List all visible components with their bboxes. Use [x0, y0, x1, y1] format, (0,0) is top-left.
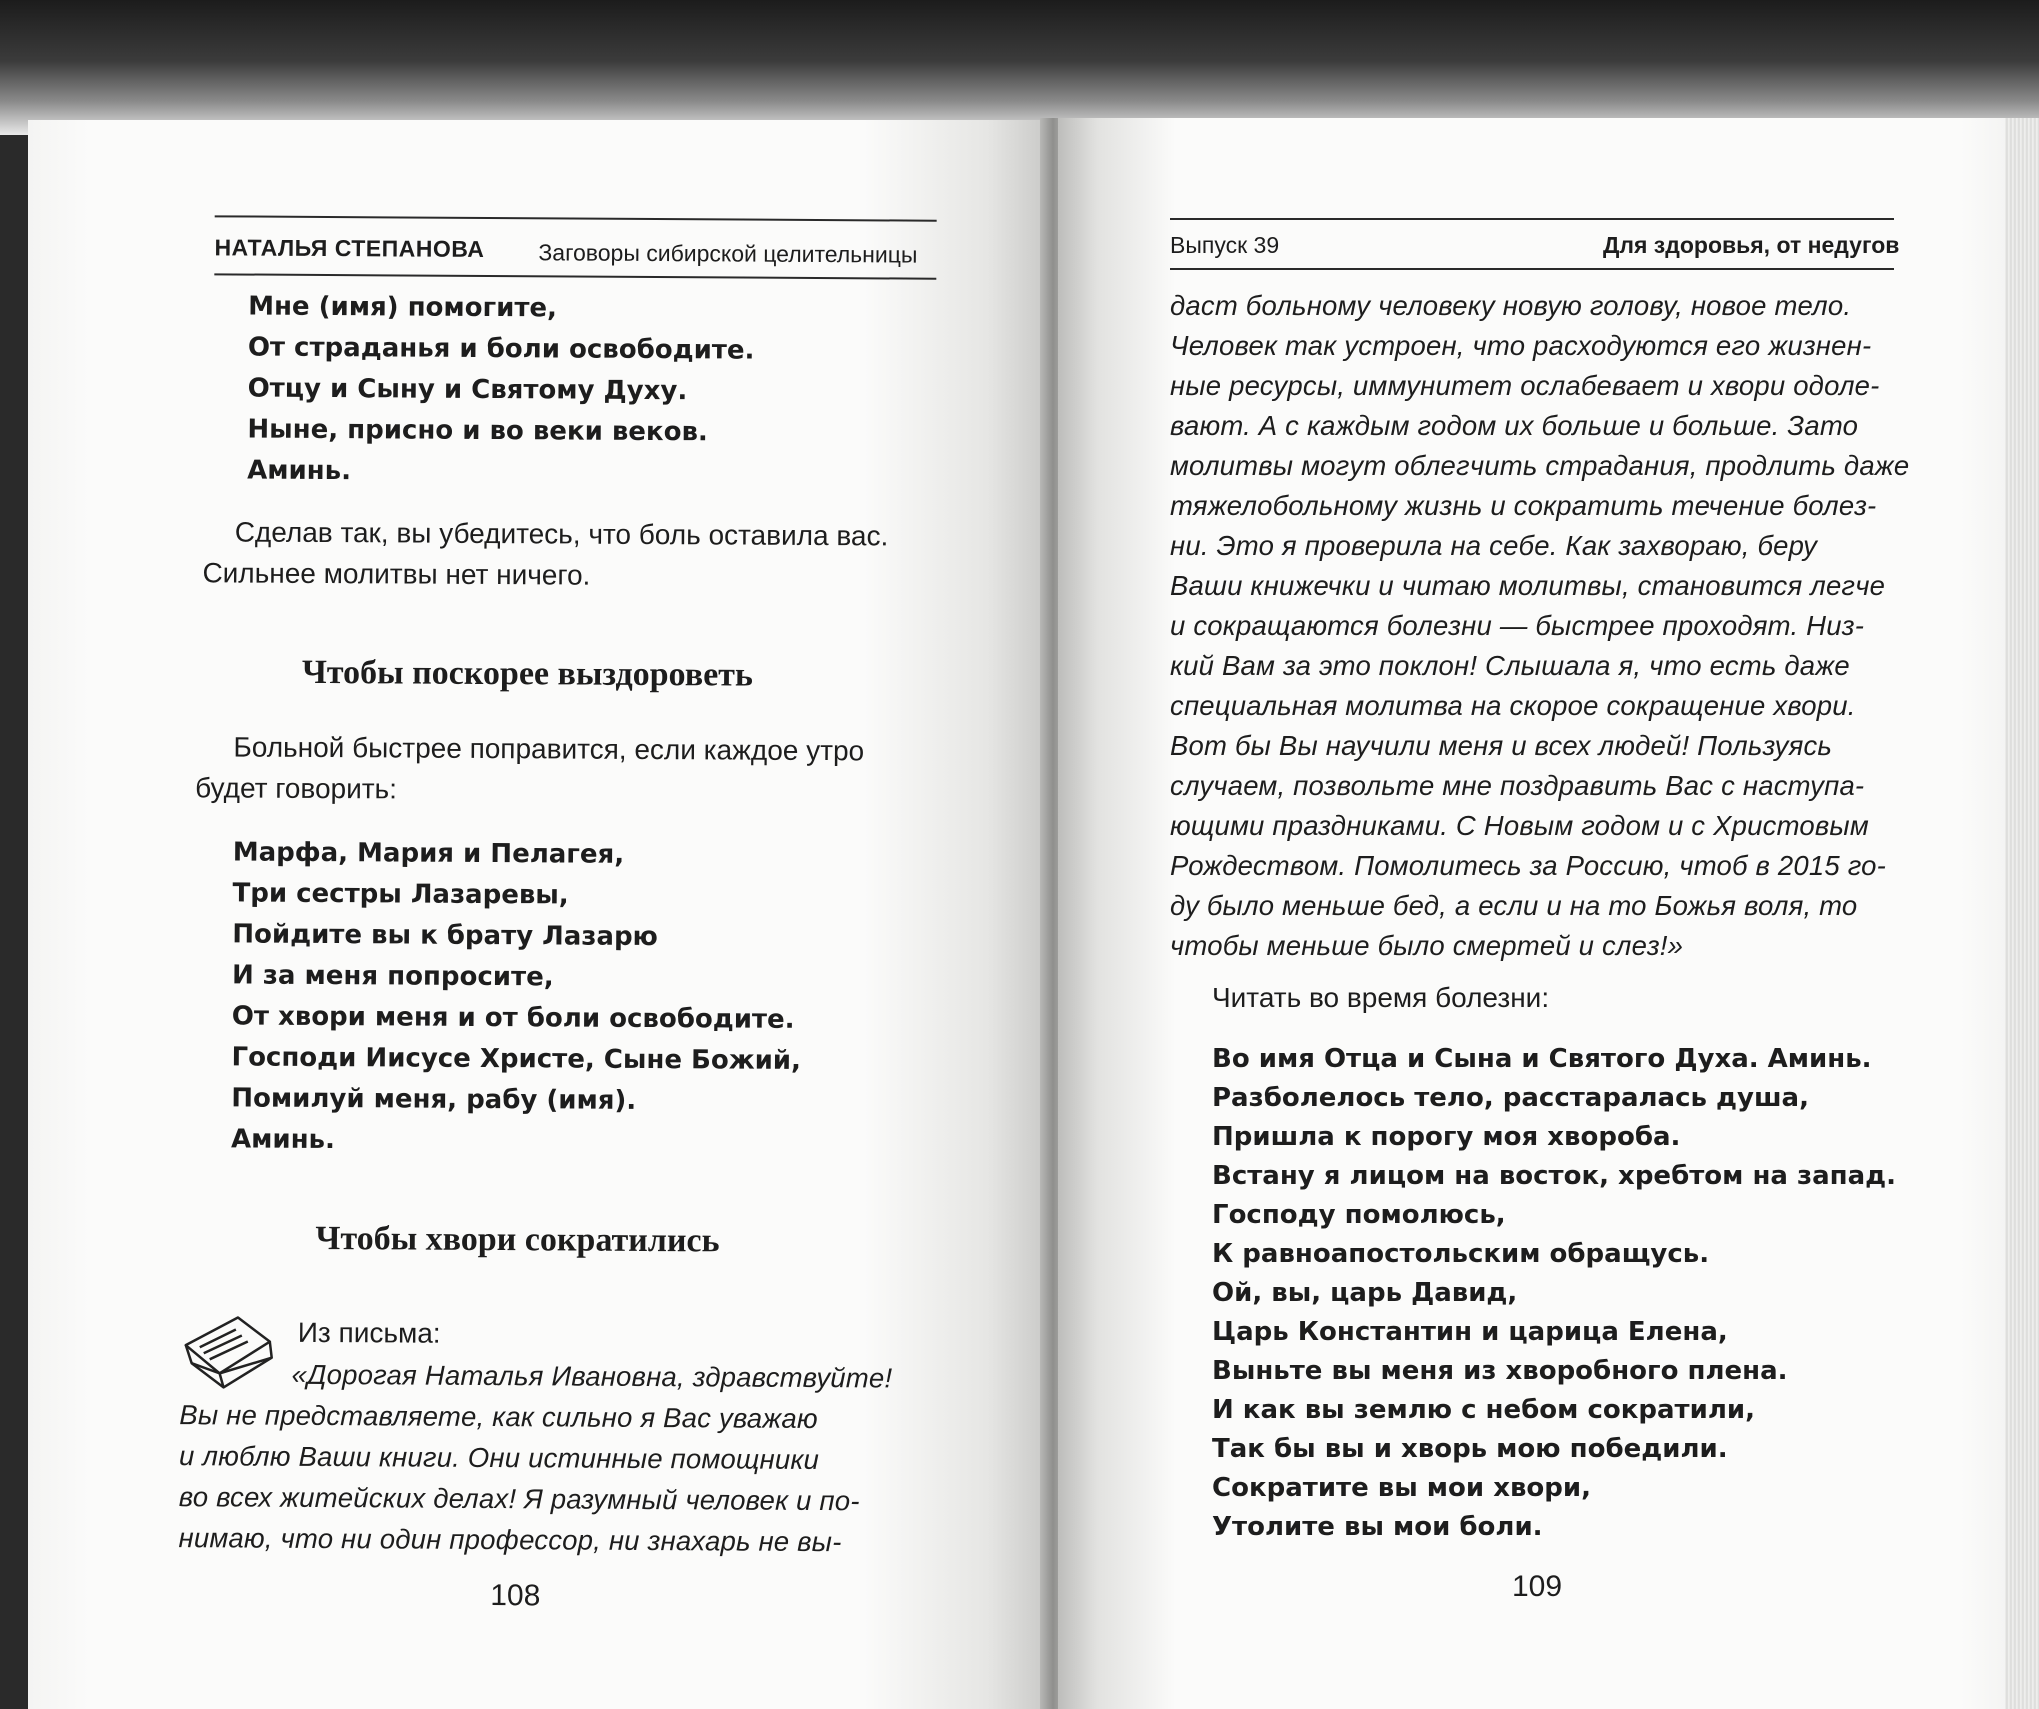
letter-line: специальная молитва на скорое сокращение хвори.: [1170, 690, 1856, 721]
body-text-line: Больной быстрее поправится, если каждое утро: [233, 731, 865, 767]
page-number: 109: [1512, 1570, 1563, 1603]
letter-line: ду было меньше бед, а если и на то Божья воля, то: [1170, 890, 1858, 921]
prayer-line: Аминь.: [230, 1124, 336, 1156]
running-header-author: НАТАЛЬЯ СТЕПАНОВА: [214, 234, 485, 262]
letter-line: Ваши книжечки и читаю молитвы, становится легче: [1170, 570, 1886, 601]
prayer-line: И как вы землю с небом сократили,: [1212, 1395, 1755, 1425]
letter-line: «Дорогая Наталья Ивановна, здравствуйте!: [291, 1358, 893, 1394]
prayer-line: Утолите вы мои боли.: [1212, 1512, 1543, 1542]
prayer-line: Ой, вы, царь Давид,: [1212, 1278, 1518, 1308]
envelope-icon: [180, 1311, 276, 1392]
letter-line: нимаю, что ни один профессор, ни знахарь не вы-: [178, 1522, 842, 1558]
letter-line: Рождеством. Помолитесь за Россию, чтоб в 2015 го-: [1170, 850, 1887, 881]
prayer-line: Во имя Отца и Сына и Святого Духа. Аминь.: [1212, 1044, 1872, 1074]
prayer-line: Пойдите вы к брату Лазарю: [232, 919, 658, 953]
page-edges: [2005, 118, 2039, 1709]
instruction-text: Читать во время болезни:: [1212, 982, 1550, 1013]
body-text-line: Сильнее молитвы нет ничего.: [202, 557, 591, 591]
letter-line: случаем, позвольте мне поздравить Вас с наступа-: [1170, 770, 1865, 801]
running-header-section: Для здоровья, от недугов: [1603, 232, 1900, 258]
prayer-line: От хвори меня и от боли освободите.: [231, 1001, 795, 1035]
prayer-line: Мне (имя) помогите,: [248, 291, 558, 324]
letter-line: вают. А с каждым годом их больше и больше. Зато: [1170, 410, 1859, 441]
prayer-line: Пришла к порогу моя хвороба.: [1212, 1122, 1681, 1152]
letter-line: Вы не представляете, как сильно я Вас уважаю: [179, 1399, 818, 1435]
prayer-line: Аминь.: [247, 455, 352, 487]
letter-line: чтобы меньше было смертей и слез!»: [1170, 930, 1684, 961]
body-text-line: будет говорить:: [195, 772, 398, 805]
prayer-line: И за меня попросите,: [231, 960, 554, 993]
letter-line: ющими праздниками. С Новым годом и с Христовым: [1170, 810, 1869, 841]
letter-line: и люблю Ваши книги. Они истинные помощники: [179, 1440, 820, 1476]
prayer-line: Ныне, присно и во веки веков.: [247, 414, 708, 448]
prayer-line: Выньте вы меня из хворобного плена.: [1212, 1356, 1788, 1386]
running-header-book-title: Заговоры сибирской целительницы: [538, 239, 918, 268]
section-heading: Чтобы хвори сократились: [315, 1219, 720, 1260]
scan-shadow-top: [0, 0, 2039, 135]
prayer-line: От страданья и боли освободите.: [247, 332, 755, 366]
running-header-issue: Выпуск 39: [1170, 232, 1280, 258]
prayer-line: Царь Константин и царица Елена,: [1212, 1317, 1728, 1347]
section-heading: Чтобы поскорее выздороветь: [301, 653, 754, 694]
letter-line: тяжелобольному жизнь и сократить течение болез-: [1170, 490, 1877, 521]
prayer-line: Отцу и Сыну и Святому Духу.: [247, 373, 688, 407]
prayer-line: Господу помолюсь,: [1212, 1200, 1506, 1230]
header-rule-bottom: [1170, 268, 1894, 270]
letter-line: даст больному человеку новую голову, новое тело.: [1170, 290, 1852, 321]
prayer-line: Встану я лицом на восток, хребтом на запад.: [1212, 1161, 1897, 1191]
letter-line: во всех житейских делах! Я разумный человек и по-: [178, 1481, 860, 1517]
letter-line: и сокращаются болезни — быстрее проходят. Низ-: [1170, 610, 1865, 641]
letter-line: Человек так устроен, что расходуются его жизнен-: [1170, 330, 1872, 361]
body-text-line: Сделав так, вы убедитесь, что боль оставила вас.: [234, 516, 889, 552]
prayer-line: Так бы вы и хворь мою победили.: [1212, 1434, 1728, 1464]
letter-intro: Из письма:: [297, 1316, 441, 1349]
prayer-line: Три сестры Лазаревы,: [232, 878, 569, 911]
header-rule-top: [1170, 218, 1894, 220]
prayer-line: К равноапостольским обращусь.: [1212, 1239, 1710, 1269]
page-number: 108: [490, 1579, 541, 1613]
prayer-line: Господи Иисусе Христе, Сыне Божий,: [231, 1042, 802, 1076]
prayer-line: Разболелось тело, расстаралась душа,: [1212, 1083, 1809, 1113]
letter-line: молитвы могут облегчить страдания, продлить даже: [1170, 450, 1910, 481]
prayer-line: Сократите вы мои хвори,: [1212, 1473, 1591, 1503]
letter-line: ные ресурсы, иммунитет ослабевает и хвори одоле-: [1170, 370, 1880, 401]
prayer-line: Марфа, Мария и Пелагея,: [232, 837, 625, 870]
letter-line: кий Вам за это поклон! Слышала я, что есть даже: [1170, 650, 1850, 681]
letter-line: ни. Это я проверила на себе. Как захвораю, беру: [1170, 530, 1818, 561]
letter-line: Вот бы Вы научили меня и всех людей! Пользуясь: [1170, 730, 1833, 761]
prayer-line: Помилуй меня, рабу (имя).: [231, 1083, 637, 1116]
